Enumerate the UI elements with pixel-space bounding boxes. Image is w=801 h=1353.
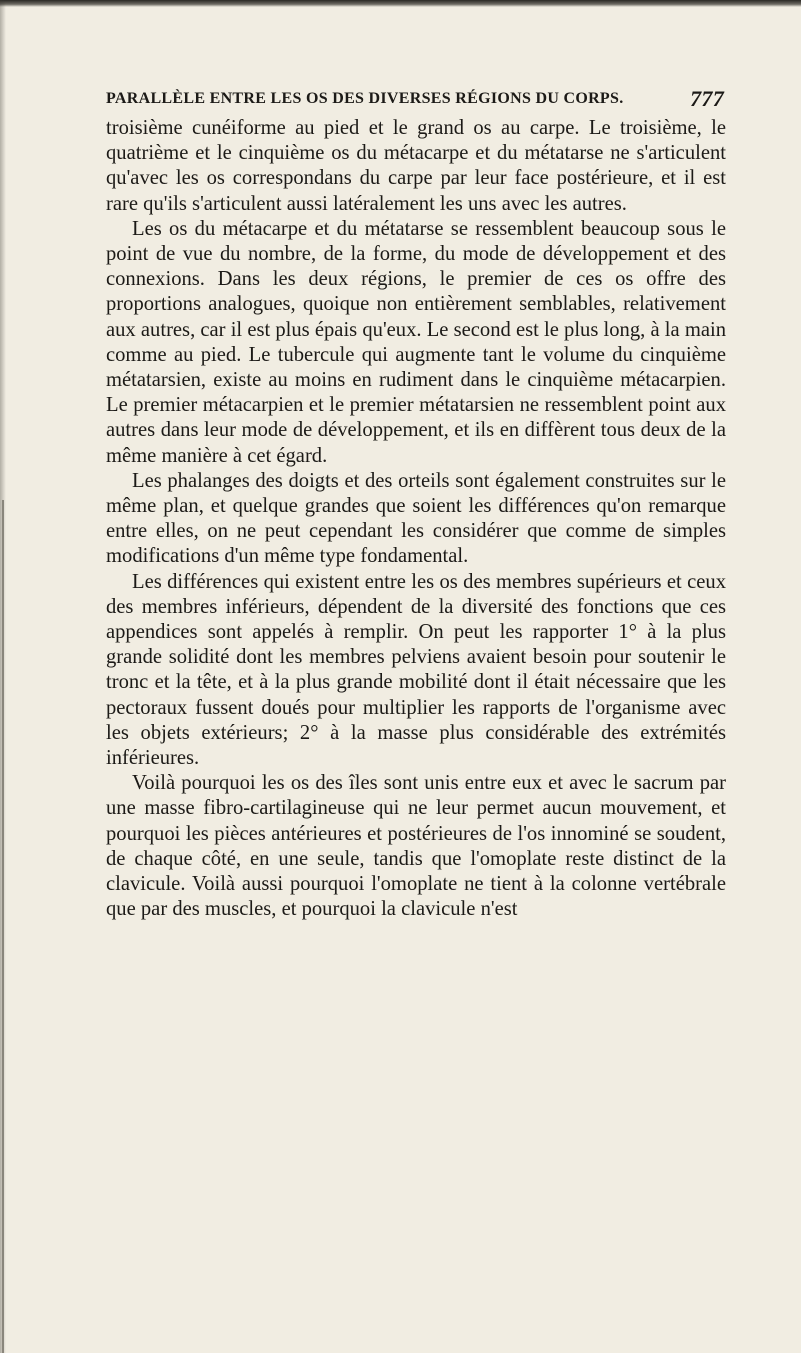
paragraph-phalanges: Les phalanges des doigts et des orteils sont également construites sur le même plan, et quelque grandes que soient les différences qu'on remarque entre elles, on ne peut cependant les considérer que comme de simples modifications d'un même type fondamental. [106, 469, 726, 568]
running-head: PARALLÈLE ENTRE LES OS DES DIVERSES RÉGIONS DU CORPS. [106, 90, 624, 107]
paragraph-differences: Les différences qui existent entre les os des membres supérieurs et ceux des membres inférieurs, dépendent de la diversité des fonctions que ces appendices sont appelés à remplir. On peut les rapporter 1° à la plus grande solidité dont les membres pelviens avaient besoin pour soutenir le tronc et la tête, et à la plus grande mobilité dont il était nécessaire que les pectoraux fussent doués pour multiplier les rapports de l'organisme avec les objets extérieurs; 2° à la masse plus considérable des extrémités inférieures. [106, 570, 726, 770]
page-number: 777 [690, 86, 724, 111]
binding-edge-line [2, 500, 4, 1353]
paragraph-voila-pourquoi: Voilà pourquoi les os des îles sont unis entre eux et avec le sacrum par une masse fibro-cartilagineuse qui ne leur permet aucun mouvement, et pourquoi les pièces antérieures et postérieures de l'os innominé se soudent, de chaque côté, en une seule, tandis que l'omoplate reste distinct de la clavicule. Voilà aussi pourquoi l'omoplate ne tient à la colonne vertébrale que par des muscles, et pourquoi la clavicule n'est [106, 772, 726, 921]
body-text [106, 116, 726, 923]
page-top-edge [0, 0, 801, 7]
paragraph-continued: troisième cunéiforme au pied et le grand os au carpe. Le troisième, le quatrième et le cinquième os du métacarpe et du métatarse ne s'articulent qu'avec les os correspondans du carpe par leur face postérieure, et il est rare qu'ils s'articulent aussi latéralement les uns avec les autres. [106, 117, 726, 215]
page-header [106, 88, 724, 114]
paragraph-metacarpe-metatarse: Les os du métacarpe et du métatarse se ressemblent beaucoup sous le point de vue du nombre, de la forme, du mode de développement et des connexions. Dans les deux régions, le premier de ces os offre des proportions analogues, quoique non entièrement semblables, relativement aux autres, car il est plus épais qu'eux. Le second est le plus long, à la main comme au pied. Le tubercule qui augmente tant le volume du cinquième métatarsien, existe au moins en rudiment dans le cinquième métacarpien. Le premier métacarpien et le premier métatarsien ne ressemblent point aux autres dans leur mode de développement, et ils en diffèrent tous deux de la même manière à cet égard. [106, 217, 726, 467]
